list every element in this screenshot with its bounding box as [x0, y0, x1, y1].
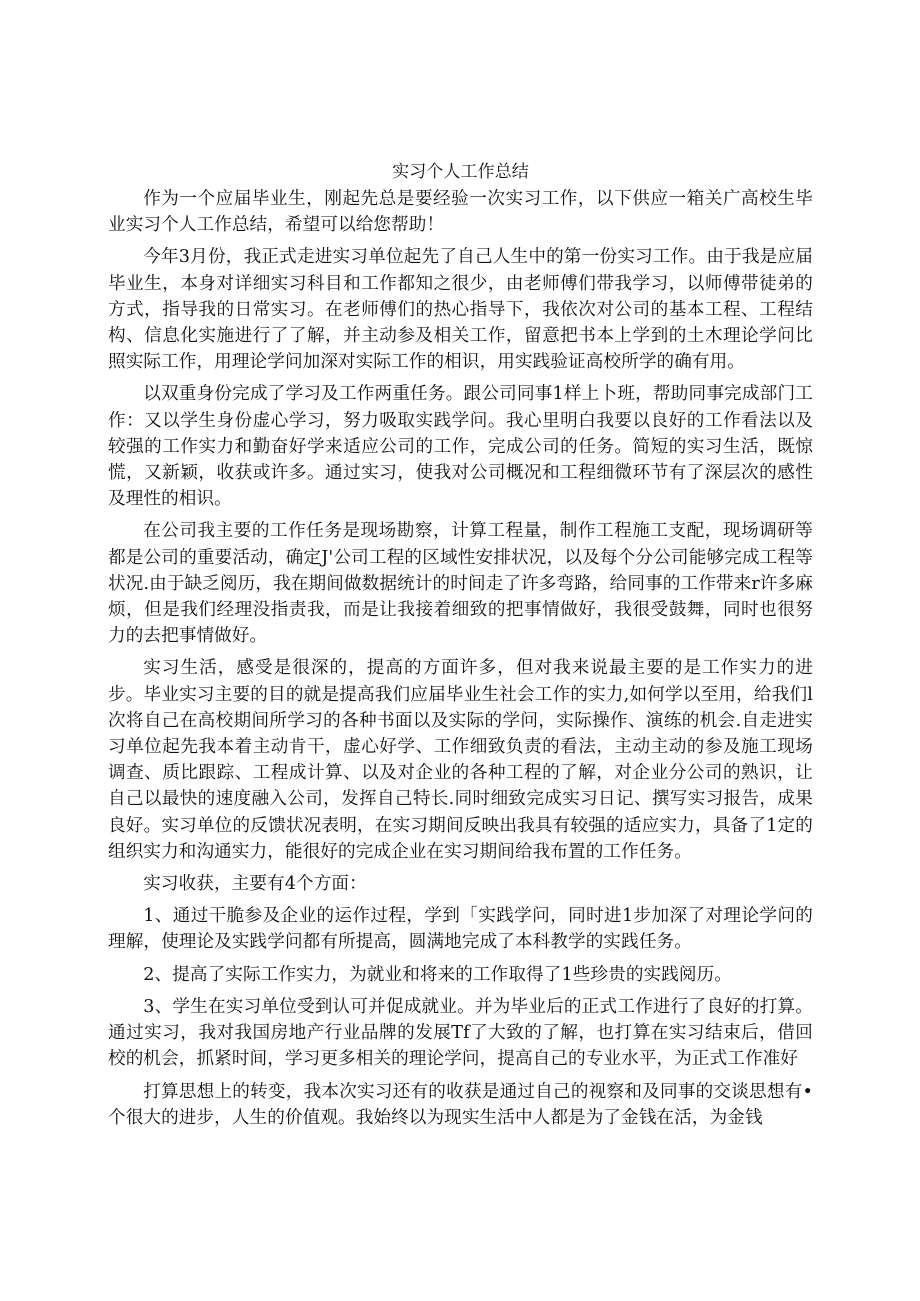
paragraph-gains-heading: 实习收获，主要有4个方面：	[143, 874, 367, 895]
paragraph-gain-2: 2、提高了实际工作实力，为就业和将来的工作取得了1些珍贵的实践阅历。	[143, 964, 732, 985]
paragraph-gain-3: 3、学生在实习单位受到认可并促成就业。并为毕业后的正式工作进行了良好的打算。通过实习，我对我国房地产行业品牌的发展Tf了大致的了解，也打算在实习结束后，借回校的机会，抓紧时间，学习更多相关的理论学问，提高自己的专业水平，为正式工作准好	[108, 996, 813, 1070]
document-body	[108, 160, 813, 1137]
paragraph-gain-1: 1、通过干脆参及企业的运作过程，学到「实践学问，同时进1步加深了对理论学问的理解，使理论及实践学问都有所提高，圆满地完成了本科教学的实践任务。	[108, 906, 813, 953]
document-title: 实习个人工作总结	[392, 162, 529, 182]
paragraph-mindset-change: 打算思想上的转变，我本次实习还有的收获是通过自己的视察和及同事的交谈思想有•个很大的进步，人生的价值观。我始终以为现实生活中人都是为了金钱在活，为金钱	[108, 1081, 813, 1128]
paragraph-dual-role: 以双重身份完成了学习及工作两重任务。跟公司同事1样上卜班，帮助同事完成部门工作：又以学生身份虚心学习，努力吸取实践学问。我心里明白我要以良好的工作看法以及较强的工作实力和勤奋好学来适应公司的工作，完成公司的任务。简短的实习生活，既惊慌，又新颖，收获或许多。通过实习，使我对公司概况和工程细微环节有了深层次的感性及理性的相识。	[108, 384, 813, 510]
paragraph-start-internship: 今年3月份，我正式走进实习单位起先了自己人生中的第一份实习工作。由于我是应届毕业生，本身对详细实习科目和工作都知之很少，由老师傅们带我学习，以师傅带徒弟的方式，指导我的日常实习。在老师傅们的热心指导下，我依次对公司的基本工程、工程结构、信息化实施进行了了解，并主动参及相关工作，留意把书本上学到的土木理论学问比照实际工作，用理论学问加深对实际工作的相识，用实践验证高校所学的确有用。	[108, 247, 813, 373]
paragraph-intro: 作为一个应届毕业生，刚起先总是要经验一次实习工作，以下供应一箱关广高校生毕业实习个人工作总结，希望可以给您帮助！	[108, 189, 813, 236]
paragraph-work-ability: 实习生活，感受是很深的，提高的方面许多，但对我来说最主要的是工作实力的进步。毕业实习主要的目的就是提高我们应届毕业生社会工作的实力,如何学以至用，给我们l次将自己在高校期间所学习的各种书面以及实际的学问，实际操作、演练的机会.自走进实习单位起先我本着主动肯干，虚心好学、工作细致负责的看法，主动主动的参及施工现场调查、质比跟踪、工程成计算、以及对企业的各种工程的了解，对企业分公司的熟识，让自己以最快的速度融入公司，发挥自己特长.同时细致完成实习日记、撰写实习报告，成果良好。实习单位的反馈状况表明，在实习期间反映出我具有较强的适应实力，具备了1定的组织实力和沟通实力，能很好的完成企业在实习期间给我布置的工作任务。	[108, 658, 813, 862]
paragraph-main-tasks: 在公司我主要的工作任务是现场勘察，计算工程量，制作工程施工支配，现场调研等都是公司的重要活动，确定J'公司工程的区域性安排状况，以及每个分公司能够完成工程等状况.由于缺乏阅历，我在期间做数据统计的时间走了许多弯路，给同事的工作带来r许多麻烦，但是我们经理没指责我，而是让我接着细致的把事情做好，我很受鼓舞，同时也很努力的去把事情做好。	[108, 521, 813, 647]
